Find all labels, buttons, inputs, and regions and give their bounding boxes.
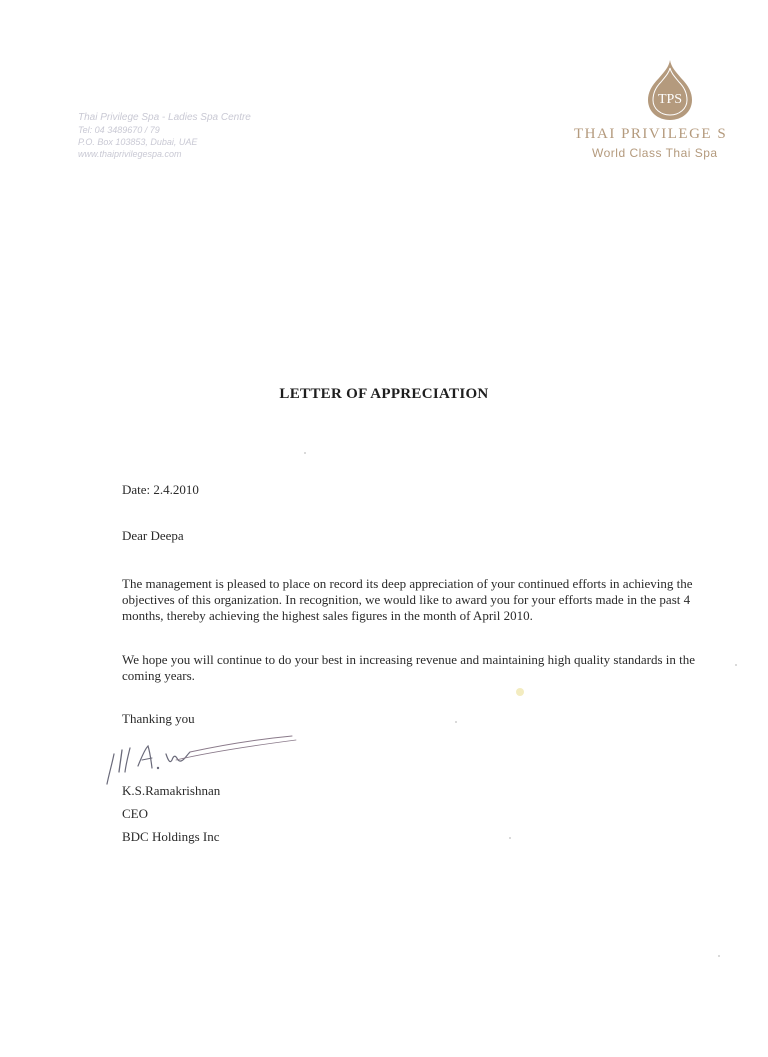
brand-logo-block [568, 58, 768, 178]
address-line-website: www.thaiprivilegespa.com [78, 149, 182, 159]
letter-date: Date: 2.4.2010 [122, 482, 199, 497]
letterhead-address [78, 112, 251, 160]
logo-monogram: TPS [657, 92, 683, 107]
signatory-name: K.S.Ramakrishnan [122, 783, 221, 798]
scan-speck [304, 452, 306, 454]
signatory-title: CEO [122, 806, 148, 821]
address-line-pobox: P.O. Box 103853, Dubai, UAE [78, 137, 198, 147]
closing-line: Thanking you [122, 711, 195, 726]
tps-logo-icon [644, 58, 696, 122]
body-paragraph-2: We hope you will continue to do your best in increasing revenue and maintaining high quality standards in the coming years. [122, 652, 695, 683]
address-line-phone: Tel: 04 3489670 / 79 [78, 125, 160, 135]
scan-speck [455, 721, 457, 723]
signatory-company: BDC Holdings Inc [122, 829, 220, 844]
salutation: Dear Deepa [122, 528, 184, 543]
brand-tagline: World Class Thai Spa [592, 146, 718, 160]
scan-speck [735, 664, 737, 666]
letter-title: LETTER OF APPRECIATION [279, 386, 489, 402]
brand-name: THAI PRIVILEGE S [574, 126, 728, 142]
body-paragraph-1: The management is pleased to place on record its deep appreciation of your continued efforts in achieving the objectives of this organization. In recognition, we would like to award you for your efforts made in the past 4 months, thereby achieving the highest sales figures in the month of April 2010. [122, 576, 693, 623]
scan-speck [509, 837, 511, 839]
scan-speck [516, 688, 524, 696]
address-line-name: Thai Privilege Spa - Ladies Spa Centre [78, 112, 251, 123]
scan-speck [718, 955, 720, 957]
